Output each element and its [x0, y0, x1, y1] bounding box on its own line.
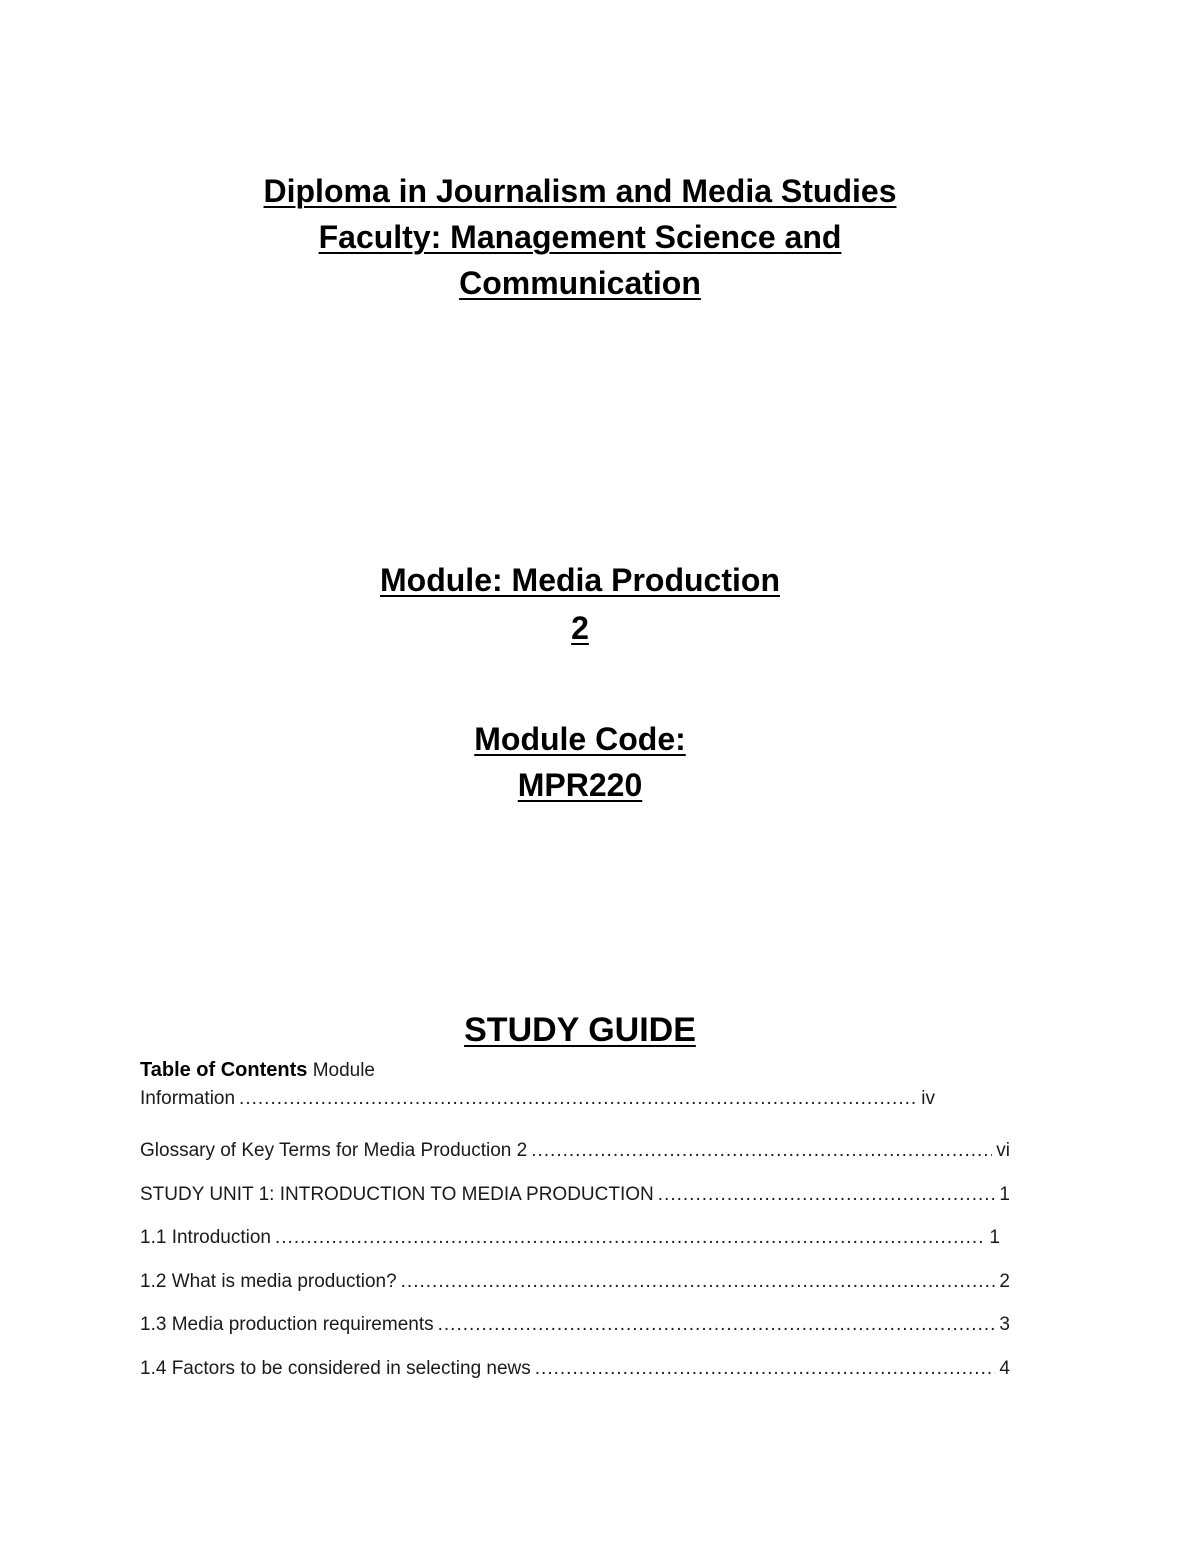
toc-leader-dots: [239, 1085, 917, 1113]
module-line-2: 2: [571, 610, 589, 646]
title-line-3: Communication: [459, 265, 701, 301]
toc-leader-dots: [658, 1173, 996, 1217]
toc-leader-dots: [401, 1260, 996, 1304]
toc-entry[interactable]: [140, 1129, 1010, 1173]
toc-entry[interactable]: [140, 1260, 1010, 1304]
toc-entry-label: 1.3 Media production requirements: [140, 1314, 434, 1335]
module-line-1: Module: Media Production: [380, 562, 780, 598]
module-code: [0, 716, 1160, 808]
study-guide-title: STUDY GUIDE: [464, 1011, 696, 1049]
toc-entry-label: 1.1 Introduction: [140, 1227, 271, 1248]
toc-entry-page: vi: [996, 1140, 1010, 1161]
toc-leader-dots: [535, 1347, 996, 1391]
toc-entry[interactable]: [140, 1303, 1010, 1347]
toc-leader-dots: [438, 1303, 996, 1347]
table-of-contents: [140, 1056, 1010, 1390]
toc-entry-label: Information: [140, 1088, 236, 1109]
toc-entry-page: 3: [999, 1314, 1010, 1335]
toc-heading-text: Table of Contents: [140, 1059, 308, 1081]
module-name: [0, 556, 1160, 652]
module-code-label: Module Code:: [474, 721, 686, 757]
toc-leader-dots: [275, 1216, 985, 1260]
toc-entry-page: 2: [999, 1270, 1010, 1292]
title-line-2: Faculty: Management Science and: [318, 219, 842, 255]
toc-entry-page: 1: [999, 1183, 1010, 1205]
toc-heading: [140, 1056, 1010, 1085]
toc-entry-label: Glossary of Key Terms for Media Production 2: [140, 1140, 528, 1161]
toc-entry-label: 1.2 What is media production?: [140, 1270, 397, 1292]
toc-entry-label: 1.4 Factors to be considered in selecting news: [140, 1357, 531, 1379]
toc-entry-page: 1: [989, 1227, 1000, 1248]
toc-entry-label: STUDY UNIT 1: INTRODUCTION TO MEDIA PRODUCTION: [140, 1183, 654, 1205]
toc-entry[interactable]: [140, 1085, 935, 1119]
toc-heading-continuation: Module: [312, 1060, 376, 1081]
document-title: [0, 168, 1160, 306]
module-code-value: MPR220: [517, 767, 643, 803]
toc-leader-dots: [531, 1129, 992, 1173]
toc-entry[interactable]: [140, 1173, 1010, 1217]
toc-entry-page: 4: [999, 1357, 1010, 1379]
toc-entry[interactable]: [140, 1347, 1010, 1391]
title-line-1: Diploma in Journalism and Media Studies: [263, 173, 897, 209]
toc-entry-page: iv: [921, 1088, 935, 1109]
toc-entry[interactable]: [140, 1216, 1000, 1260]
